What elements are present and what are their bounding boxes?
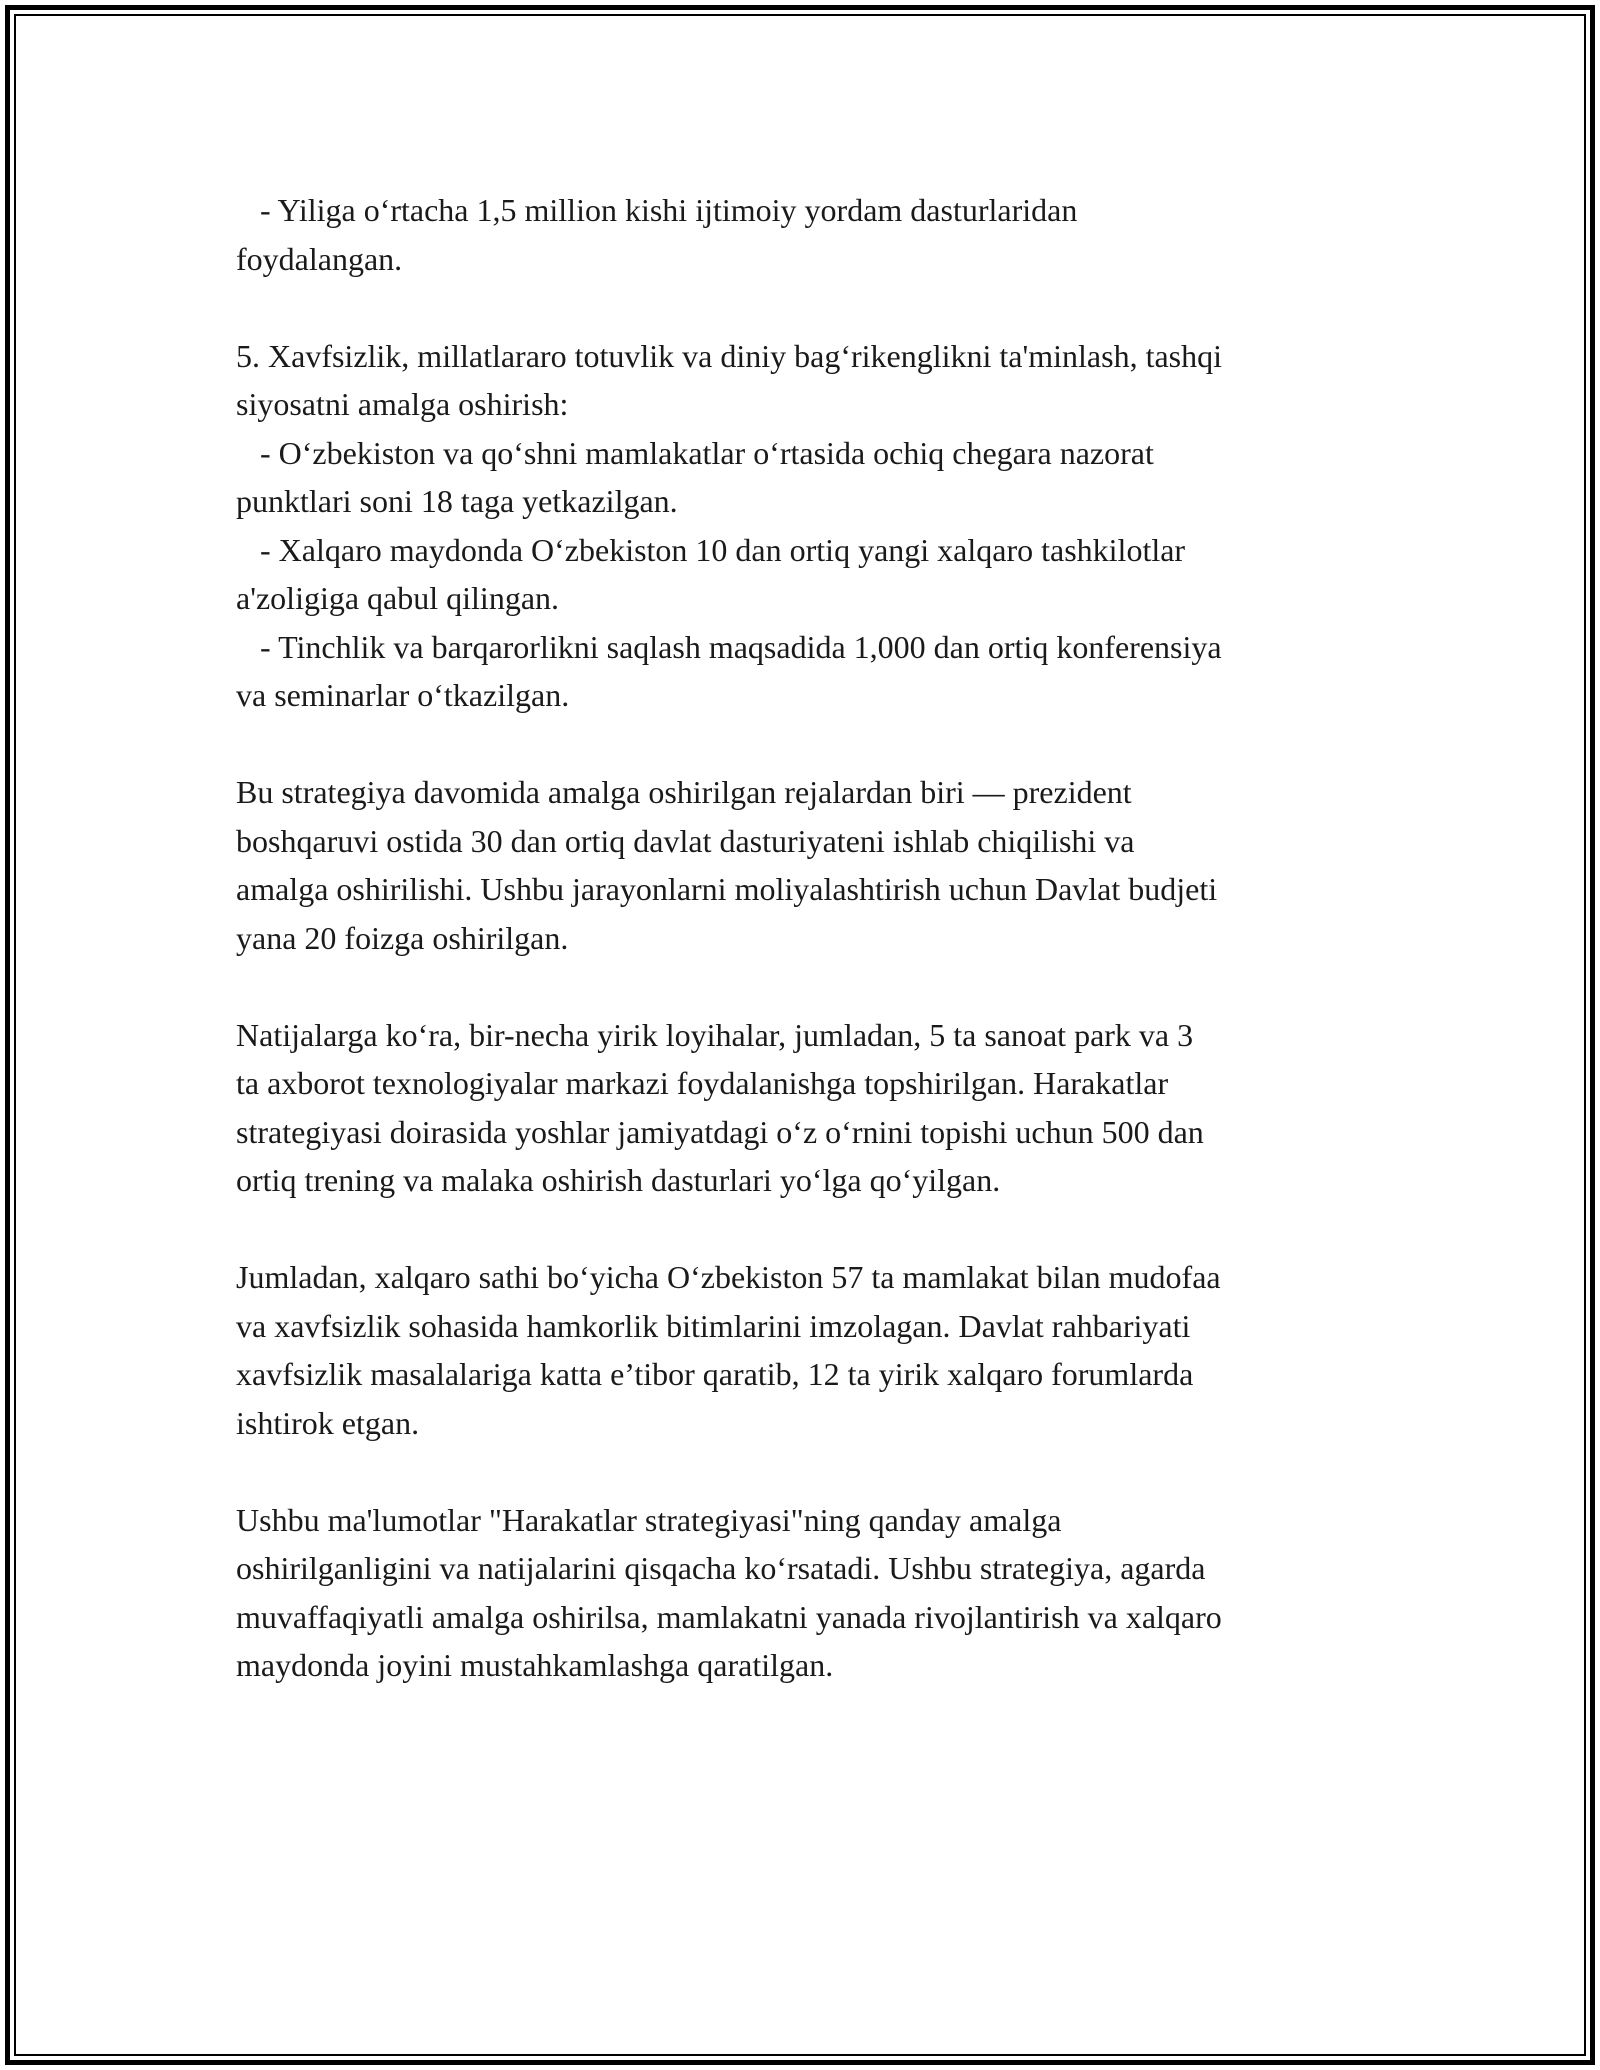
paragraph-security-foreign-policy: [236, 332, 1386, 720]
text-line: foydalangan.: [236, 240, 403, 277]
text-line: - Xalqaro maydonda O‘zbekiston 10 dan ortiq yangi xalqaro tashkilotlar: [236, 531, 1186, 568]
text-line: va xavfsizlik sohasida hamkorlik bitimlarini imzolagan. Davlat rahbariyati: [236, 1307, 1191, 1344]
paragraph-state-programs: [236, 768, 1386, 962]
text-line: - Yiliga o‘rtacha 1,5 million kishi ijtimoiy yordam dasturlaridan: [236, 192, 1078, 228]
text-line: amalga oshirilishi. Ushbu jarayonlarni moliyalashtirish uchun Davlat budjeti: [236, 871, 1218, 907]
text-line: Ushbu ma'lumotlar "Harakatlar strategiyasi"ning qanday amalga: [236, 1501, 1062, 1538]
text-line: Natijalarga ko‘ra, bir-necha yirik loyihalar, jumladan, 5 ta sanoat park va 3: [236, 1016, 1194, 1053]
text-line: ishtirok etgan.: [236, 1404, 420, 1441]
paragraph-results: [236, 1011, 1386, 1205]
text-line: oshirilganligini va natijalarini qisqacha ko‘rsatadi. Ushbu strategiya, agarda: [236, 1550, 1206, 1586]
text-line: 5. Xavfsizlik, millatlararo totuvlik va diniy bag‘rikenglikni ta'minlash, tashqi: [236, 337, 1223, 374]
text-line: yana 20 foizga oshirilgan.: [236, 919, 569, 956]
text-line: muvaffaqiyatli amalga oshirilsa, mamlakatni yanada rivojlantirish va xalqaro: [236, 1598, 1222, 1635]
text-line: - Tinchlik va barqarorlikni saqlash maqsadida 1,000 dan ortiq konferensiya: [236, 628, 1222, 665]
text-line: ortiq trening va malaka oshirish dasturlari yo‘lga qo‘yilgan.: [236, 1162, 1001, 1198]
document-body: [236, 186, 1386, 1738]
paragraph-social-support: [236, 186, 1386, 283]
text-line: xavfsizlik masalalariga katta e’tibor qaratib, 12 ta yirik xalqaro forumlarda: [236, 1356, 1194, 1392]
text-line: Bu strategiya davomida amalga oshirilgan rejalardan biri — prezident: [236, 774, 1132, 810]
text-line: punktlari soni 18 taga yetkazilgan.: [236, 483, 678, 519]
text-line: ta axborot texnologiyalar markazi foydalanishga topshirilgan. Harakatlar: [236, 1065, 1169, 1101]
text-line: a'zoligiga qabul qilingan.: [236, 580, 560, 616]
paragraph-international-cooperation: [236, 1253, 1386, 1447]
text-line: strategiyasi doirasida yoshlar jamiyatdagi o‘z o‘rnini topishi uchun 500 dan: [236, 1113, 1204, 1150]
text-line: boshqaruvi ostida 30 dan ortiq davlat dasturiyateni ishlab chiqilishi va: [236, 822, 1135, 859]
paragraph-conclusion: [236, 1496, 1386, 1690]
text-line: va seminarlar o‘tkazilgan.: [236, 677, 570, 713]
text-line: Jumladan, xalqaro sathi bo‘yicha O‘zbekiston 57 ta mamlakat bilan mudofaa: [236, 1259, 1221, 1295]
text-line: siyosatni amalga oshirish:: [236, 386, 569, 422]
text-line: maydonda joyini mustahkamlashga qaratilgan.: [236, 1647, 834, 1683]
text-line: - O‘zbekiston va qo‘shni mamlakatlar o‘rtasida ochiq chegara nazorat: [236, 434, 1154, 471]
